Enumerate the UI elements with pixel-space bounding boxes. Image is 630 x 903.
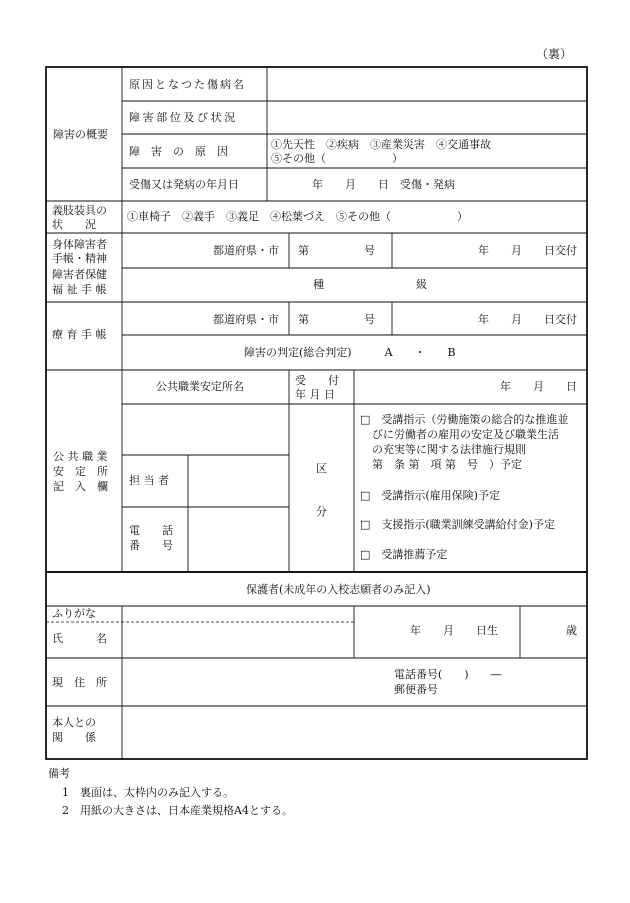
instruction-1-line2: びに労働者の雇用の安定及び職業生活 bbox=[372, 428, 559, 441]
disability-summary-label: 障害の概要 bbox=[53, 128, 108, 141]
prosthesis-options: ①車椅子 ②義手 ③義足 ④松葉づえ ⑤その他（ ） bbox=[127, 210, 468, 223]
instruction-2[interactable]: □ 受講指示(雇用保険)予定 bbox=[360, 489, 500, 502]
handbook-prefecture: 都道府県・市 bbox=[213, 244, 279, 257]
guardian-birth-date[interactable]: 年 月 日生 bbox=[410, 624, 498, 637]
prosthesis-label-1: 義肢装具の bbox=[52, 204, 107, 217]
instruction-1-line1[interactable]: □ 受講指示（労働施策の総合的な推進並 bbox=[360, 413, 569, 426]
phone-label-2: 番 号 bbox=[129, 539, 173, 552]
reception-date[interactable]: 年 月 日 bbox=[500, 380, 577, 393]
cause-options-2: ⑤その他（ ） bbox=[271, 152, 403, 165]
reception-label-2: 年 月 日 bbox=[295, 388, 335, 401]
furigana-label: ふりがな bbox=[52, 607, 96, 620]
instruction-3[interactable]: □ 支援指示(職業訓練受講給付金)予定 bbox=[360, 518, 555, 531]
handbook-grade-level: 級 bbox=[416, 278, 427, 291]
rehab-handbook-label: 療 育 手 帳 bbox=[52, 328, 107, 341]
guardian-title: 保護者(未成年の入校志願者のみ記入) bbox=[246, 583, 431, 596]
reception-label-1: 受 付 bbox=[295, 374, 339, 387]
office-section-label-2: 安 定 所 bbox=[53, 465, 108, 478]
guardian-phone[interactable]: 電話番号( ) ― bbox=[394, 668, 502, 681]
office-name-label: 公共職業安定所名 bbox=[156, 380, 244, 393]
notes-item-2: 2 用紙の大きさは、日本産業規格A4とする。 bbox=[62, 804, 293, 817]
site-condition-label: 障害部位及び状況 bbox=[129, 111, 238, 124]
instruction-1-line4: 第 条 第 項 第 号 ）予定 bbox=[372, 458, 522, 471]
onset-date-label: 受傷又は発病の年月日 bbox=[129, 178, 239, 191]
relation-label-2: 関 係 bbox=[52, 731, 96, 744]
office-section-label-1: 公 共 職 業 bbox=[53, 450, 108, 463]
notes-item-1: 1 裏面は、太枠内のみ記入する。 bbox=[62, 786, 234, 799]
phone-label-1: 電 話 bbox=[129, 524, 173, 537]
handbook-label-1: 身体障害者 bbox=[52, 238, 107, 251]
rehab-number[interactable]: 第 号 bbox=[298, 313, 375, 326]
category-label-1: 区 bbox=[316, 462, 327, 475]
cause-options-1: ①先天性 ②疾病 ③産業災害 ④交通事故 bbox=[271, 138, 491, 151]
guardian-name-label: 氏 名 bbox=[52, 632, 107, 645]
handbook-label-2: 手帳・精神 bbox=[52, 252, 107, 265]
notes-heading: 備考 bbox=[48, 767, 70, 780]
instruction-4[interactable]: □ 受講推薦予定 bbox=[360, 548, 448, 561]
rehab-judgment: 障害の判定(総合判定) A ・ B bbox=[244, 346, 456, 359]
relation-label-1: 本人との bbox=[52, 716, 96, 729]
page-marker: （裏） bbox=[536, 47, 573, 61]
staff-label: 担 当 者 bbox=[129, 474, 169, 487]
handbook-issue-date[interactable]: 年 月 日交付 bbox=[478, 244, 577, 257]
rehab-prefecture: 都道府県・市 bbox=[213, 313, 279, 326]
handbook-label-3: 障害者保健 bbox=[52, 268, 107, 281]
handbook-number[interactable]: 第 号 bbox=[298, 244, 375, 257]
instruction-1-line3: の充実等に関する法律施行規則 bbox=[372, 443, 526, 456]
prosthesis-label-2: 状 況 bbox=[52, 218, 96, 231]
guardian-age-unit: 歳 bbox=[566, 624, 577, 637]
guardian-address-label: 現 住 所 bbox=[52, 676, 107, 689]
cause-label: 障 害 の 原 因 bbox=[129, 145, 228, 158]
office-section-label-3: 記 入 欄 bbox=[53, 480, 108, 493]
cause-injury-name-label: 原因となつた傷病名 bbox=[129, 78, 246, 91]
handbook-label-4: 福 祉 手 帳 bbox=[52, 283, 107, 296]
handbook-grade-kind: 種 bbox=[313, 278, 324, 291]
category-label-2: 分 bbox=[316, 505, 327, 518]
rehab-issue-date[interactable]: 年 月 日交付 bbox=[478, 313, 577, 326]
guardian-postal[interactable]: 郵便番号 bbox=[394, 683, 438, 696]
onset-date-value[interactable]: 年 月 日 受傷・発病 bbox=[312, 178, 455, 191]
